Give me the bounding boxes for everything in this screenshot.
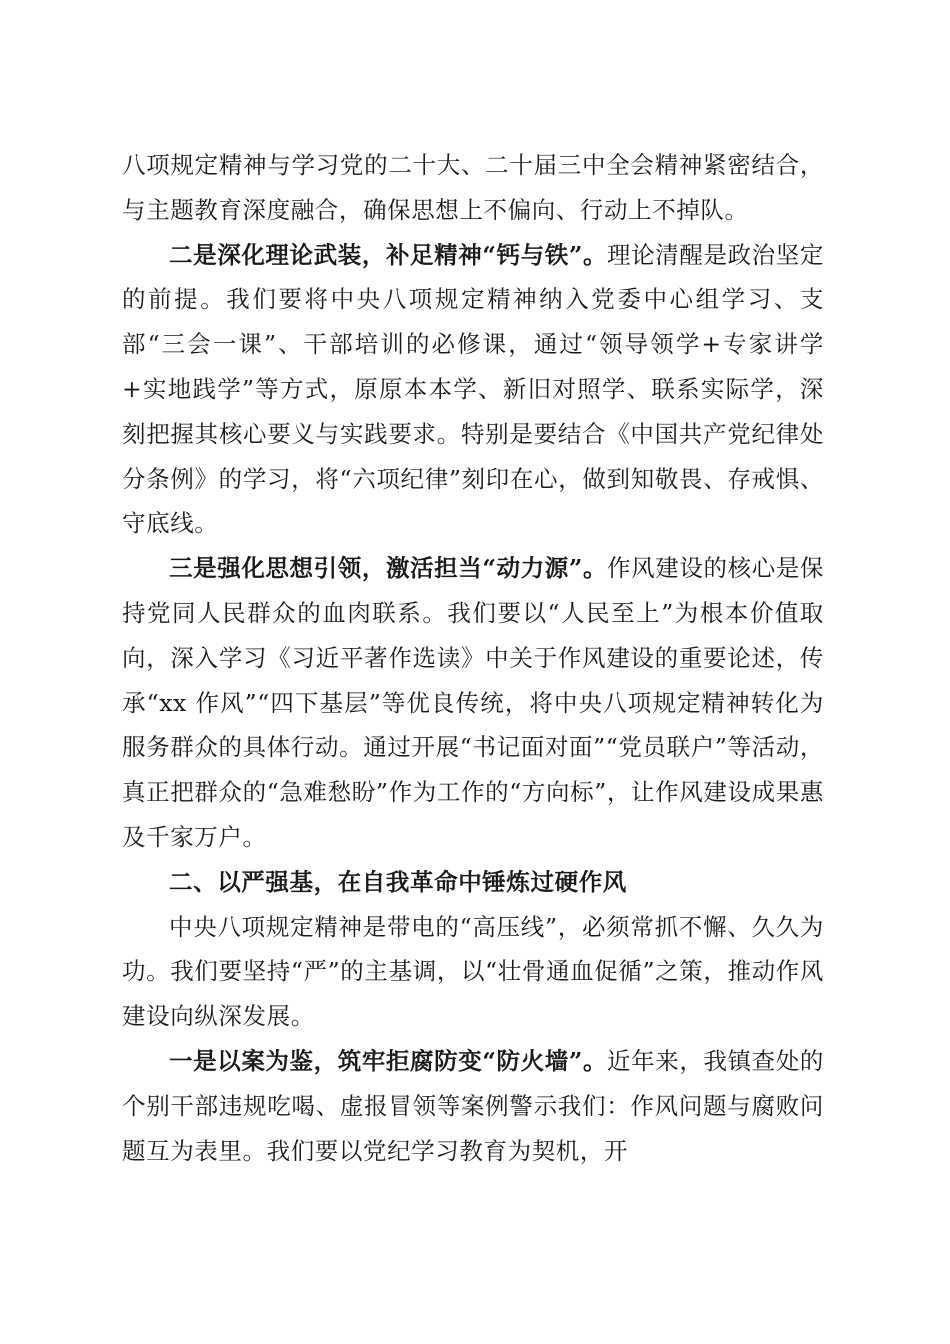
paragraph-lead: 二是深化理论武装，补足精神“钙与铁”。 [169, 240, 608, 269]
paragraph-body: 作风建设的核心是保持党同人民群众的血肉联系。我们要以“人民至上”为根本价值取向，深入学习《习近平著作选读》中关于作风建设的重要论述，传承“xx 作风”“四下基层”等优良传统，将中央八项规定精神转化为服务群众的具体行动。通过开展“书记面对面”“党员联户”等活动，真正把群众的“急难愁盼”作为工作的“方向标”，让作风建设成果惠及千家万户。 [122, 554, 824, 851]
paragraph-point-one [122, 1039, 824, 1173]
paragraph-lead: 三是强化思想引领，激活担当“动力源”。 [169, 554, 608, 583]
paragraph-point-two [122, 233, 824, 547]
section-heading: 二、以严强基，在自我革命中锤炼过硬作风 [169, 867, 627, 896]
document-page [122, 143, 824, 1173]
paragraph-body: 中央八项规定精神是带电的“高压线”，必须常抓不懈、久久为功。我们要坚持“严”的主基调，以“壮骨通血促循”之策，推动作风建设向纵深发展。 [122, 912, 824, 1031]
paragraph-body: 八项规定精神与学习党的二十大、二十届三中全会精神紧密结合，与主题教育深度融合，确保思想上不偏向、行动上不掉队。 [122, 151, 824, 224]
paragraph-body: 近年来，我镇查处的个别干部违规吃喝、虚报冒领等案例警示我们：作风问题与腐败问题互为表里。我们要以党纪学习教育为契机，开 [122, 1046, 824, 1165]
paragraph-body: 理论清醒是政治坚定的前提。我们要将中央八项规定精神纳入党委中心组学习、支部“三会一课”、干部培训的必修课，通过“领导领学+专家讲学+实地践学”等方式，原原本本学、新旧对照学、联系实际学，深刻把握其核心要义与实践要求。特别是要结合《中国共产党纪律处分条例》的学习，将“六项纪律”刻印在心，做到知敬畏、存戒惧、守底线。 [122, 240, 824, 538]
paragraph-continuation [122, 143, 824, 233]
paragraph-point-three [122, 546, 824, 860]
paragraph-section-intro [122, 905, 824, 1039]
paragraph-lead: 一是以案为鉴，筑牢拒腐防变“防火墙”。 [169, 1046, 608, 1075]
